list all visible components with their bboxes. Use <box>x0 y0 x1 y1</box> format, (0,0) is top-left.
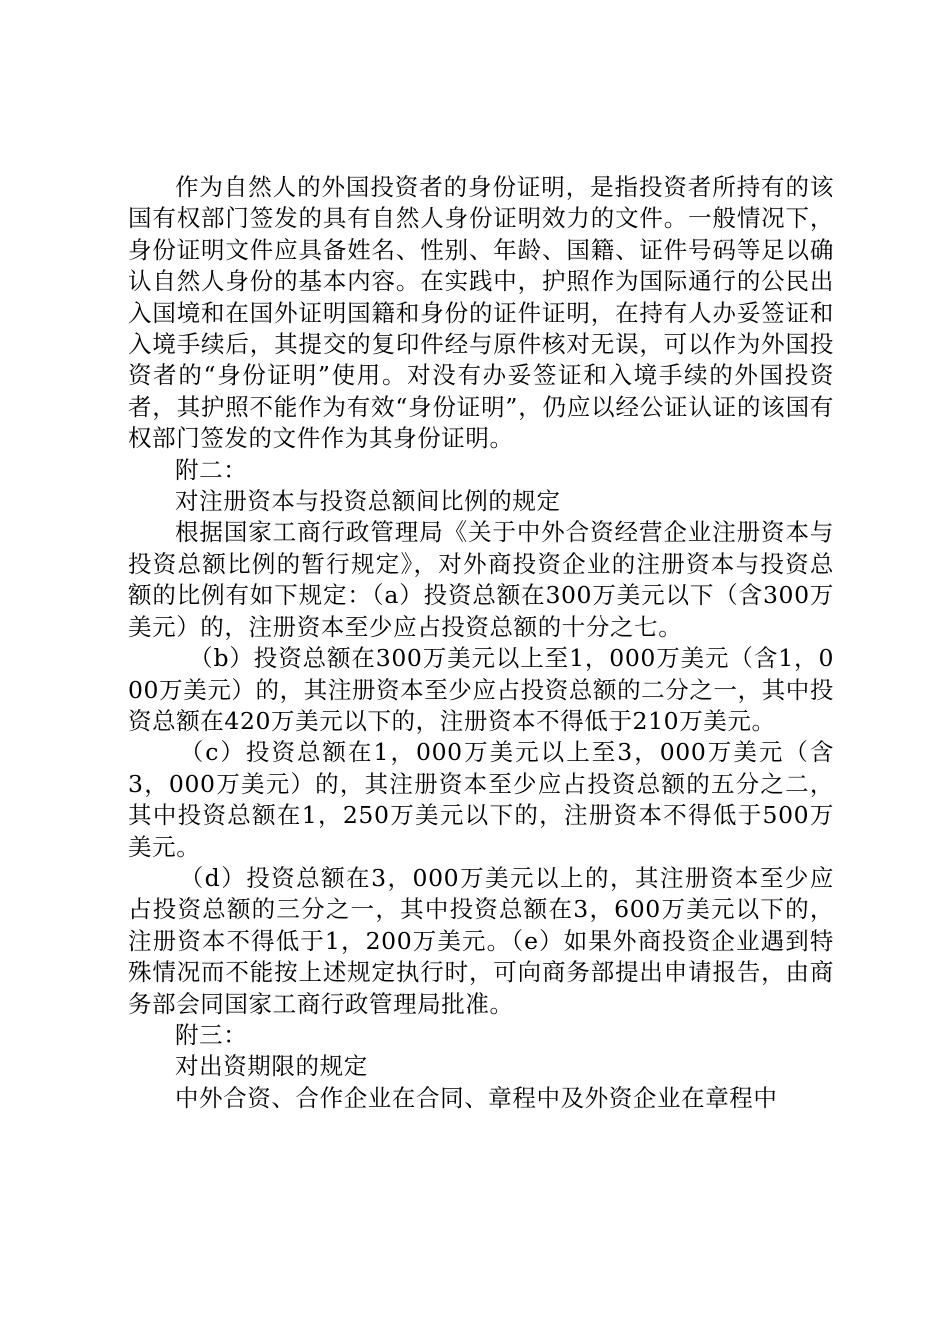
paragraph-ratio-rule-c: （c）投资总额在1，000万美元以上至3，000万美元（含3，000万美元）的，其注册资本至少应占投资总额的五分之二，其中投资总额在1，250万美元以下的，注册资本不得低于500万美元。 <box>128 738 834 861</box>
appendix-2-title: 对注册资本与投资总额间比例的规定 <box>175 487 561 516</box>
document-page <box>128 172 834 1114</box>
appendix-2-heading: 附二： <box>175 455 248 484</box>
appendix-3-title: 对出资期限的规定 <box>175 1052 368 1081</box>
paragraph-identity-proof: 作为自然人的外国投资者的身份证明，是指投资者所持有的该国有权部门签发的具有自然人身份证明效力的文件。一般情况下，身份证明文件应具备姓名、性别、年龄、国籍、证件号码等足以确认自然人身份的基本内容。在实践中，护照作为国际通行的公民出入国境和在国外证明国籍和身份的证件证明，在持有人办妥签证和入境手续后，其提交的复印件经与原件核对无误，可以作为外国投资者的“身份证明”使用。对没有办妥签证和入境手续的外国投资者，其护照不能作为有效“身份证明”，仍应以经公证认证的该国有权部门签发的文件作为其身份证明。 <box>128 173 834 453</box>
paragraph-ratio-rule-d-e: （d）投资总额在3，000万美元以上的，其注册资本至少应占投资总额的三分之一，其中投资总额在3，600万美元以下的，注册资本不得低于1，200万美元。（e）如果外商投资企业遇到特殊情况而不能按上述规定执行时，可向商务部提出申请报告，由商务部会同国家工商行政管理局批准。 <box>128 863 834 1018</box>
paragraph-ratio-rule-b: （b）投资总额在300万美元以上至1，000万美元（含1，000万美元）的，其注册资本至少应占投资总额的二分之一，其中投资总额在420万美元以下的，注册资本不得低于210万美元。 <box>128 644 834 735</box>
appendix-3-heading: 附三： <box>175 1020 248 1049</box>
paragraph-capital-deadline: 中外合资、合作企业在合同、章程中及外资企业在章程中 <box>175 1083 778 1112</box>
paragraph-ratio-rule-a: 根据国家工商行政管理局《关于中外合资经营企业注册资本与投资总额比例的暂行规定》，对外商投资企业的注册资本与投资总额的比例有如下规定：（a）投资总额在300万美元以下（含300万美元）的，注册资本至少应占投资总额的十分之七。 <box>128 518 834 641</box>
